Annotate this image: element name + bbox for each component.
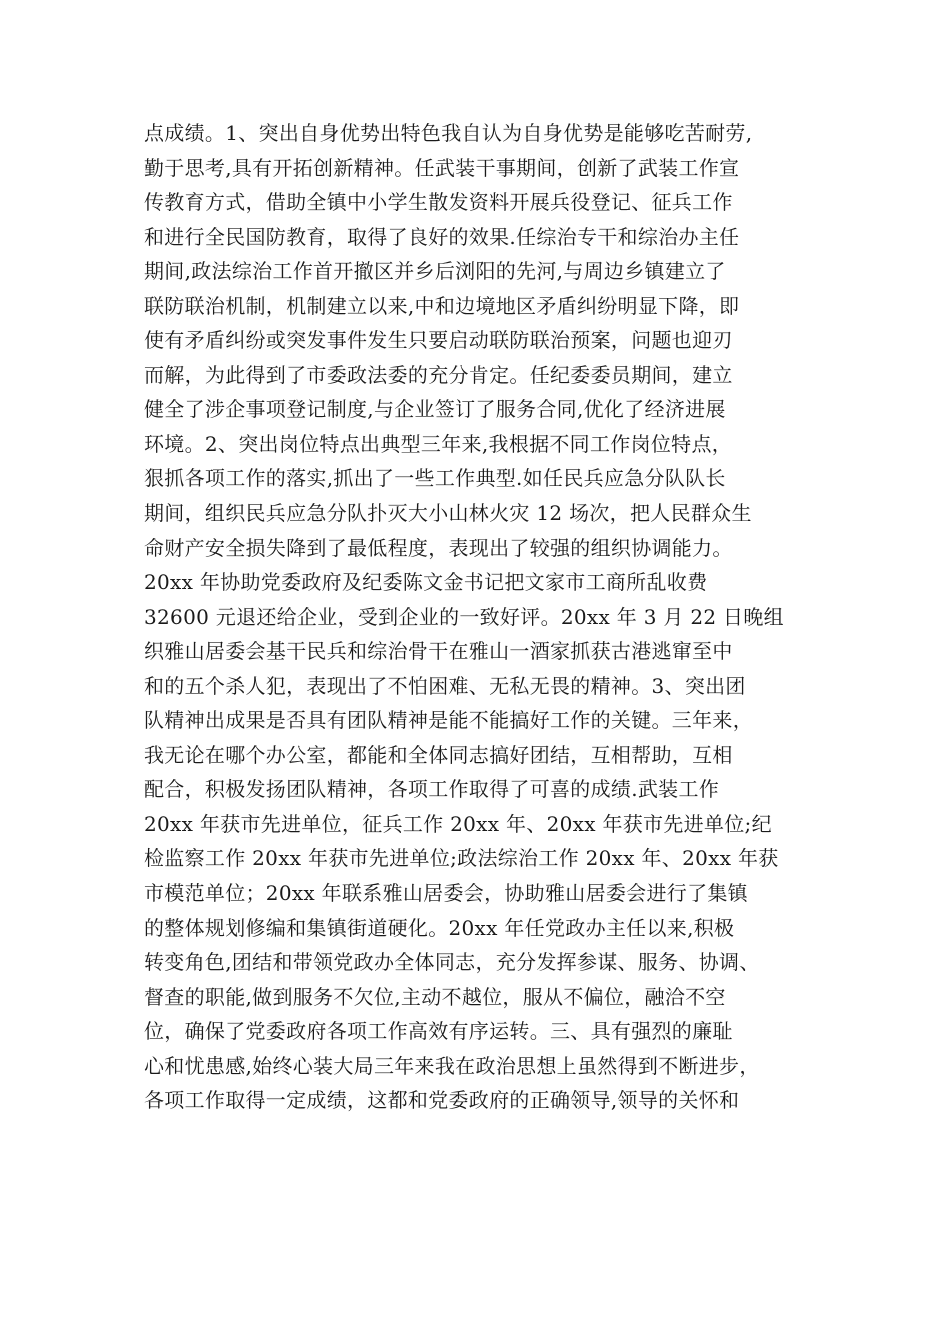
text-line: 期间,政法综治工作首开撤区并乡后浏阳的先河,与周边乡镇建立了: [144, 259, 726, 284]
text-line: 织雅山居委会基干民兵和综治骨干在雅山一酒家抓获古港逃窜至中: [144, 639, 733, 664]
text-line: 环境。2、突出岗位特点出典型三年来,我根据不同工作岗位特点，: [144, 431, 733, 456]
text-line: 32600 元退还给企业，受到企业的一致好评。20xx 年 3 月 22 日晚组: [144, 604, 784, 629]
text-line: 勤于思考,具有开拓创新精神。任武装干事期间，创新了武装工作宣: [144, 155, 740, 180]
text-line: 20xx 年获市先进单位，征兵工作 20xx 年、20xx 年获市先进单位;纪: [144, 811, 772, 836]
text-line: 转变角色,团结和带领党政办全体同志，充分发挥参谋、服务、协调、: [144, 950, 760, 975]
text-line: 而解，为此得到了市委政法委的充分肯定。任纪委委员期间，建立: [144, 362, 733, 387]
text-line: 配合，积极发扬团队精神，各项工作取得了可喜的成绩.武装工作: [144, 777, 720, 802]
text-line: 各项工作取得一定成绩，这都和党委政府的正确领导,领导的关怀和: [144, 1088, 740, 1113]
text-line: 督查的职能,做到服务不欠位,主动不越位，服从不偏位，融洽不空: [144, 984, 726, 1009]
text-line: 期间，组织民兵应急分队扑灭大小山林火灾 12 场次，把人民群众生: [144, 501, 752, 526]
text-line: 检监察工作 20xx 年获市先进单位;政法综治工作 20xx 年、20xx 年获: [144, 846, 779, 871]
text-line: 和进行全民国防教育，取得了良好的效果.任综治专干和综治办主任: [144, 224, 740, 249]
text-line: 市模范单位；20xx 年联系雅山居委会，协助雅山居委会进行了集镇: [144, 881, 748, 906]
text-line: 健全了涉企事项登记制度,与企业签订了服务合同,优化了经济进展: [144, 397, 726, 422]
text-line: 传教育方式，借助全镇中小学生散发资料开展兵役登记、征兵工作: [144, 190, 733, 215]
text-line: 和的五个杀人犯，表现出了不怕困难、无私无畏的精神。3、突出团: [144, 673, 746, 698]
text-line: 我无论在哪个办公室，都能和全体同志搞好团结，互相帮助，互相: [144, 742, 733, 767]
text-line: 使有矛盾纠纷或突发事件发生只要启动联防联治预案，问题也迎刃: [144, 328, 733, 353]
text-line: 命财产安全损失降到了最低程度，表现出了较强的组织协调能力。: [144, 535, 733, 560]
text-line: 联防联治机制，机制建立以来,中和边境地区矛盾纠纷明显下降，即: [144, 293, 740, 318]
text-line: 位，确保了党委政府各项工作高效有序运转。三、具有强烈的廉耻: [144, 1019, 733, 1044]
body-text: [144, 116, 814, 1118]
text-line: 狠抓各项工作的落实,抓出了一些工作典型.如任民兵应急分队队长: [144, 466, 726, 491]
text-line: 队精神出成果是否具有团队精神是能不能搞好工作的关键。三年来，: [144, 708, 753, 733]
text-line: 点成绩。1、突出自身优势出特色我自认为自身优势是能够吃苦耐劳,: [144, 121, 753, 145]
text-line: 的整体规划修编和集镇街道硬化。20xx 年任党政办主任以来,积极: [144, 915, 735, 940]
text-line: 20xx 年协助党委政府及纪委陈文金书记把文家市工商所乱收费: [144, 570, 708, 595]
text-line: 心和忧患感,始终心装大局三年来我在政治思想上虽然得到不断进步，: [144, 1053, 760, 1078]
